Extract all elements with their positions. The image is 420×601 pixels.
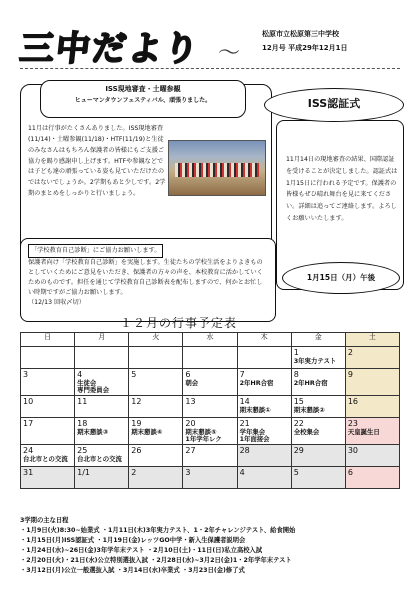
third-term-notes — [20, 516, 400, 576]
day-number: 5 — [131, 370, 137, 379]
cert-text: 11月14日の現地審査の結果、国際認証を受けることが決定しました。認証式は1月15日に行われる予定です。保護者の皆様もぜひ晴れ舞台を見に来てください。詳細は追ってご連絡します。よろしくお願いいたします。 — [286, 156, 398, 222]
day-number: 22 — [293, 419, 304, 429]
note-line: ・1月9日(火)8:30~始業式 ・1月11日(木)3年実力テスト、1・2年チャレンジテスト、給食開始 — [20, 527, 296, 535]
day-number: 14 — [239, 397, 250, 407]
iss-title-box — [40, 80, 246, 118]
day-number: 17 — [23, 419, 34, 429]
calendar-day — [75, 445, 129, 467]
survey-content — [28, 244, 268, 308]
calendar-day — [183, 418, 237, 445]
day-number: 13 — [185, 397, 196, 407]
calendar-day — [129, 369, 183, 396]
day-number: 10 — [23, 397, 34, 407]
calendar-day — [345, 369, 399, 396]
header-divider — [20, 68, 400, 69]
calendar-week — [21, 445, 400, 467]
day-number: 8 — [293, 370, 299, 379]
calendar-day — [291, 418, 345, 445]
calendar-day — [129, 396, 183, 418]
calendar-day — [237, 347, 291, 369]
calendar-day — [129, 347, 183, 369]
calendar-day — [291, 445, 345, 467]
calendar-day — [345, 418, 399, 445]
calendar-day — [75, 418, 129, 445]
cert-title: ISS認証式 — [264, 88, 404, 122]
day-number: 4 — [77, 370, 83, 379]
calendar-day — [237, 369, 291, 396]
iss-subtitle: ヒューマンタウンフェスティバル、頑張りました。 — [74, 96, 212, 104]
calendar-week — [21, 467, 400, 489]
note-line: ・1月15日(月)ISS認証式 ・1月19日(金)レッツGO中学・新入生保護者説明会 — [20, 537, 246, 545]
calendar-day — [21, 347, 75, 369]
day-number: 27 — [185, 446, 196, 456]
calendar-day — [345, 467, 399, 489]
day-number: 18 — [77, 419, 88, 429]
day-event: 台北市との交流 — [23, 455, 68, 464]
weekday-header: 木 — [237, 333, 291, 347]
day-number: 3 — [23, 370, 29, 379]
day-event: 期末懇談③ — [77, 428, 109, 437]
calendar-day — [21, 396, 75, 418]
weekday-header: 金 — [291, 333, 345, 347]
calendar-day — [345, 347, 399, 369]
calendar-day — [75, 467, 129, 489]
notes-heading: 3学期の主な日程 — [20, 517, 69, 524]
calendar-day — [345, 396, 399, 418]
calendar-day — [129, 445, 183, 467]
day-number: 6 — [185, 370, 191, 379]
day-number: 19 — [131, 419, 142, 429]
calendar-day — [183, 369, 237, 396]
calendar-day — [237, 467, 291, 489]
day-number: 20 — [185, 419, 196, 429]
day-event: 学年集会 — [239, 428, 266, 437]
day-number: 12 — [131, 397, 142, 407]
day-number: 28 — [239, 446, 250, 456]
day-number: 11 — [77, 397, 88, 407]
schedule-title: １２月の行事予定表 — [120, 316, 238, 330]
note-line: ・3月12日(月)公立一般選抜入試 ・3月14日(水)卒業式 ・3月23日(金)修了式 — [20, 567, 245, 575]
calendar-week — [21, 396, 400, 418]
day-event: 専門委員会 — [77, 386, 110, 395]
weekday-header: 水 — [183, 333, 237, 347]
day-event: 期末懇談② — [293, 406, 325, 415]
event-photo — [168, 140, 266, 196]
day-event: 2年HR合宿 — [239, 379, 274, 387]
day-number: 24 — [23, 446, 34, 456]
calendar-day — [291, 369, 345, 396]
calendar-week — [21, 369, 400, 396]
cert-date: 1月15日（月）午後 — [282, 262, 400, 294]
day-event: 朝会 — [185, 379, 199, 387]
masthead-ornament: 〜 — [218, 41, 241, 66]
day-event: 台北市との交流 — [77, 455, 122, 464]
note-line: ・2月20日(火)・21日(水)公立特別選抜入試 ・2月28日(水)~3月2日(金)1・2年学年末テスト — [20, 557, 292, 565]
calendar-day — [291, 467, 345, 489]
calendar-day — [75, 347, 129, 369]
school-name: 松原市立松原第三中学校 — [262, 30, 339, 38]
calendar-day — [21, 418, 75, 445]
calendar-day — [75, 396, 129, 418]
day-number: 5 — [293, 468, 299, 478]
calendar-day — [345, 445, 399, 467]
day-number: 29 — [293, 446, 304, 456]
day-number: 30 — [347, 446, 359, 456]
iss-title: ISS現地審査・土曜参観 — [105, 85, 181, 93]
day-number: 2 — [347, 348, 353, 357]
day-event: 1年学年レク — [185, 435, 222, 444]
day-number: 25 — [77, 446, 88, 456]
calendar-day — [75, 369, 129, 396]
day-number: 31 — [23, 468, 34, 478]
calendar-day — [183, 445, 237, 467]
iss-paragraph: 11月は行事がたくさんありました。ISS現地審査(11/14)・土曜参観(11/18)・HTF(11/19)と生徒のみなさんはもちろん保護者の皆様にもご支援ご協力を賜り感謝申し上げます。HTFや参観などでは子ども達の頑張っている姿も見ていただけたのではないでしょうか。2学期もあと少しです。2学期のまとめをしっかりと行いましょう。 — [28, 125, 166, 198]
day-number: 6 — [347, 468, 353, 478]
day-event: 1年面接会 — [239, 435, 270, 444]
day-event: 期末懇談① — [239, 406, 271, 415]
survey-heading: 「学校教育自己診断」にご協力お願いします。 — [28, 244, 163, 258]
weekday-header: 火 — [129, 333, 183, 347]
day-number: 4 — [239, 468, 245, 478]
day-event: 天皇誕生日 — [347, 428, 380, 437]
calendar-day — [183, 467, 237, 489]
calendar-day — [129, 418, 183, 445]
day-number: 1/1 — [77, 468, 91, 478]
weekday-header: 日 — [21, 333, 75, 347]
day-event: 2年HR合宿 — [293, 379, 328, 387]
weekday-header: 月 — [75, 333, 129, 347]
calendar-day — [129, 467, 183, 489]
calendar-day — [183, 396, 237, 418]
weekday-header: 土 — [345, 333, 399, 347]
day-number: 2 — [131, 468, 137, 478]
day-event: 期末懇談④ — [131, 428, 163, 437]
calendar-day — [291, 396, 345, 418]
calendar-day — [237, 418, 291, 445]
day-event: 全校集会 — [293, 428, 320, 437]
masthead-title: 三中だより — [17, 29, 203, 69]
day-event: 3年実力テスト — [293, 357, 337, 365]
day-number: 26 — [131, 446, 142, 456]
schedule-calendar — [20, 332, 400, 489]
day-number: 16 — [347, 397, 359, 407]
day-number: 7 — [239, 370, 245, 379]
calendar-day — [21, 369, 75, 396]
note-line: ・1月24日(水)~26日(金)3年学年末テスト ・2月10日(土)・11日(日)私立高校入試 — [20, 547, 263, 555]
day-number: 3 — [185, 468, 191, 478]
calendar-day — [237, 445, 291, 467]
calendar-week — [21, 418, 400, 445]
day-number: 23 — [347, 419, 359, 429]
calendar-day — [237, 396, 291, 418]
day-number: 21 — [239, 419, 250, 429]
calendar-day — [291, 347, 345, 369]
survey-deadline: （12/13 回収〆切） — [28, 298, 85, 306]
day-number: 1 — [293, 348, 299, 357]
day-number: 9 — [347, 370, 353, 379]
survey-text: 保護者向け「学校教育自己診断」を実施します。生徒たちの学校生活をよりよきものとしていくためにご意見をいただき、保護者の方々の声を、本校教育に活かしていくためのものです。担任を通じて学校教育自己診断表を配布しますので、何かとお忙しい時期ですがご協力お願いします。 — [28, 258, 263, 296]
calendar-day — [21, 445, 75, 467]
day-event: 期末懇談⑤ — [185, 428, 217, 437]
calendar-week — [21, 347, 400, 369]
calendar-day — [183, 347, 237, 369]
issue-date: 12月号 平成29年12月1日 — [262, 44, 348, 52]
day-event: 生徒会 — [77, 379, 97, 387]
day-number: 15 — [293, 397, 304, 407]
calendar-day — [21, 467, 75, 489]
